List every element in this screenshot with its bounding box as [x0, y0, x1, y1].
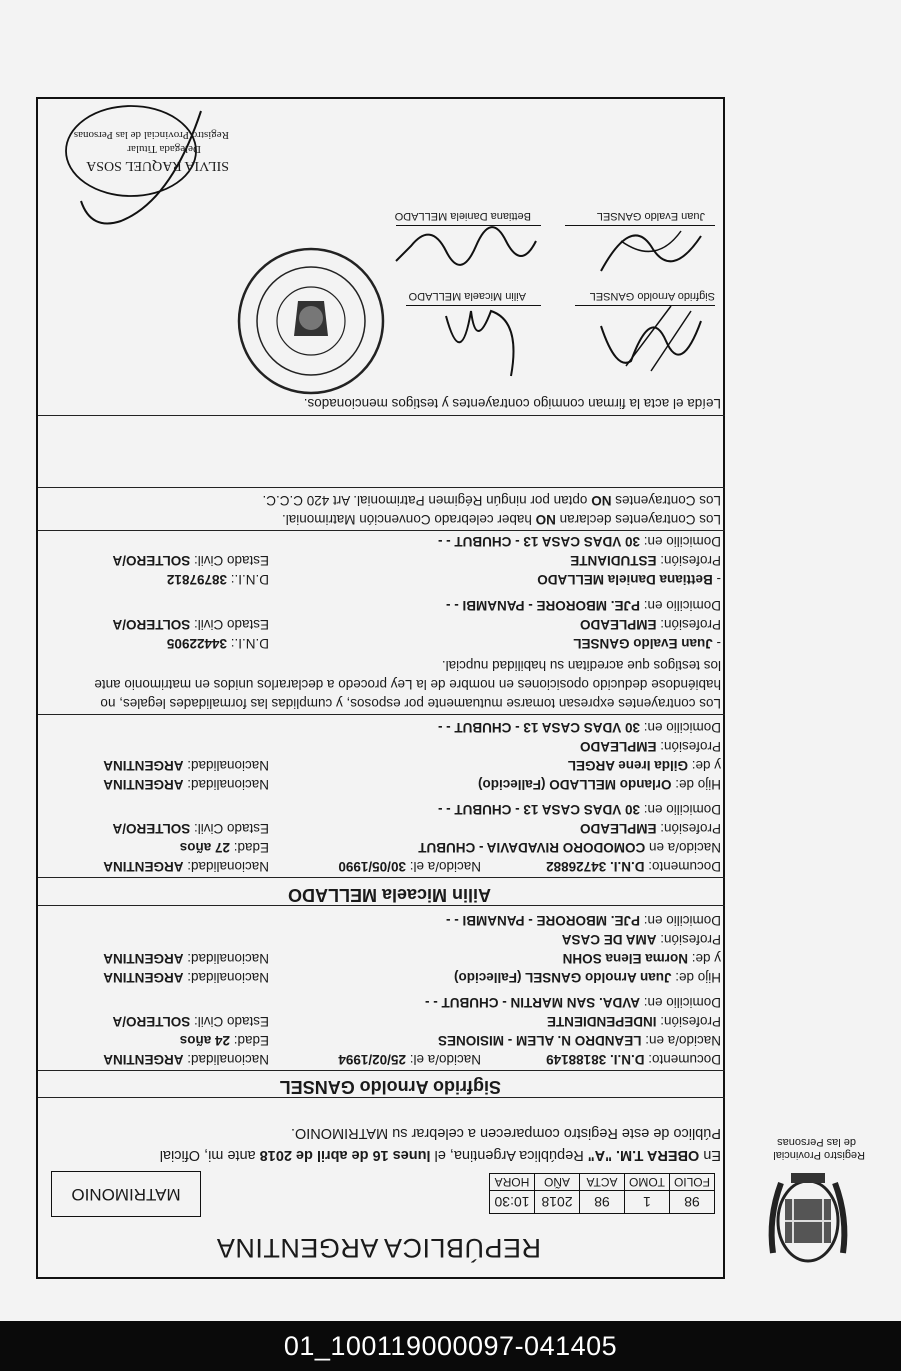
- acta-header: ACTA: [579, 1174, 624, 1191]
- province-logo: [763, 1163, 853, 1273]
- hour-header: HORA: [489, 1174, 534, 1191]
- intro-line-2: Público de este Registro comparecen a celebrar su MATRIMONIO.: [290, 1125, 721, 1141]
- spouse2-age: Edad: 27 años: [179, 840, 269, 855]
- spouse2-nationality: Nacionalidad: ARGENTINA: [103, 859, 269, 874]
- year-header: AÑO: [534, 1174, 579, 1191]
- signature-sigfrido: [591, 301, 711, 381]
- logo-caption-1: Registro Provincial: [773, 1149, 865, 1161]
- witness2-civil-status: Estado Civil: SOLTERO/A: [112, 553, 269, 568]
- spouse2-father: Hijo de: Orlando MELLADO (Fallecido): [477, 777, 721, 792]
- witness2-address: Domicilio en: 30 VDAS CASA 13 - CHUBUT - -: [437, 534, 721, 549]
- spouse2-civil-status: Estado Civil: SOLTERO/A: [112, 821, 269, 836]
- spouse1-age: Edad: 24 años: [179, 1033, 269, 1048]
- regime-line-1: Los Contrayentes declaran NO haber celebrado Convención Matrimonial.: [282, 512, 721, 527]
- witness1-profession: Profesión: EMPLEADO: [579, 617, 721, 632]
- signature-label-4: Bettiana Daniela MELLADO: [394, 210, 531, 222]
- witness1-dni: D.N.I.: 34422905: [166, 636, 269, 651]
- witness2-dni: D.N.I.: 38797812: [166, 572, 269, 587]
- witness1-address: Domicilio en: PJE. MBORORE - PANAMBI - -: [445, 598, 721, 613]
- intro-line-1: En OBERA T.M. "A" República Argentina, el lunes 16 de abril de 2018 ante mi, Oficial: [159, 1147, 721, 1163]
- spouse1-mother-address: Domicilio en: PJE. MBORORE - PANAMBI - -: [445, 913, 721, 928]
- signature-juan: [591, 216, 711, 286]
- spouse1-profession: Profesión: INDEPENDIENTE: [546, 1014, 721, 1029]
- witness1-civil-status: Estado Civil: SOLTERO/A: [112, 617, 269, 632]
- document-type-box: MATRIMONIO: [51, 1171, 201, 1217]
- officer-name: SILVIA RAQUEL SOSA: [86, 158, 229, 173]
- scan-footer-id: 01_100119000097-041405: [0, 1321, 901, 1371]
- spouse2-father-nationality: Nacionalidad: ARGENTINA: [103, 777, 269, 792]
- signature-ailin: [421, 301, 531, 381]
- spouse2-address: Domicilio en: 30 VDAS CASA 13 - CHUBUT - -: [437, 802, 721, 817]
- tomo-header: TOMO: [624, 1174, 669, 1191]
- officer-org: Registro Provincial de las Personas: [73, 129, 229, 141]
- spouse2-mother-nationality: Nacionalidad: ARGENTINA: [103, 758, 269, 773]
- spouse1-nationality: Nacionalidad: ARGENTINA: [103, 1052, 269, 1067]
- country-title: REPÚBLICA ARGENTINA: [216, 1233, 541, 1263]
- vows-line-1: Los contrayentes expresan tomarse mutuamente por esposos, y cumplidas las formalidades legales, no: [100, 696, 721, 711]
- spouse1-birthplace: Nacido/a en: LEANDRO N. ALEM - MISIONES: [437, 1033, 721, 1048]
- spouse2-mother: y de: Gilda Irene ARGEL: [567, 758, 721, 773]
- vows-line-3: los testigos que acreditan su habilidad nupcial.: [441, 658, 721, 673]
- spouse2-birthplace: Nacido/a en COMODORO RIVADAVIA - CHUBUT: [418, 840, 721, 855]
- spouse2-profession: Profesión: EMPLEADO: [579, 821, 721, 836]
- hour-value: 10:30: [489, 1191, 534, 1214]
- signature-bettiana: [391, 221, 541, 281]
- signature-label-3: Juan Evaldo GANSEL: [596, 210, 705, 222]
- spouse1-father-nationality: Nacionalidad: ARGENTINA: [103, 970, 269, 985]
- spouse1-mother-nationality: Nacionalidad: ARGENTINA: [103, 951, 269, 966]
- regime-line-2: Los Contrayentes NO optan por ningún Régimen Patrimonial. Art 420 C.C.C.: [262, 493, 721, 508]
- official-seal: [236, 246, 386, 396]
- spouse1-mother-profession: Profesión: AMA DE CASA: [561, 932, 721, 947]
- witness1-name: - Juan Evaldo GANSEL: [573, 636, 721, 651]
- folio-header: FOLIO: [669, 1174, 714, 1191]
- witness2-name: - Bettiana Daniela MELLADO: [537, 572, 721, 587]
- closing-statement: Leída el acta la firman conmigo contrayentes y testigos mencionados.: [303, 396, 721, 411]
- vows-line-2: habiéndose deducido oposiciones en nombre de la Ley procedo a declararlos unidos en matrimonio ante: [94, 677, 721, 692]
- spouse2-name: Ailin Micaela MELLADO: [287, 885, 491, 905]
- year-value: 2018: [534, 1191, 579, 1214]
- spouse1-father: Hijo de: Juan Arnoldo GANSEL (Fallecido): [453, 970, 721, 985]
- spouse2-birthdate: Nacido/a el: 30/05/1990: [338, 859, 481, 874]
- officer-role: Delegada Titular: [127, 143, 201, 155]
- spouse1-address: Domicilio en: AVDA. SAN MARTIN - CHUBUT - -: [424, 995, 721, 1010]
- spouse1-civil-status: Estado Civil: SOLTERO/A: [112, 1014, 269, 1029]
- logo-caption-2: de las Personas: [777, 1136, 856, 1148]
- signature-label-2: Ailin Micaela MELLADO: [408, 290, 526, 302]
- folio-value: 98: [669, 1191, 714, 1214]
- registry-table: [489, 1173, 715, 1214]
- witness2-profession: Profesión: ESTUDIANTE: [570, 553, 721, 568]
- spouse2-mother-address: Domicilio en: 30 VDAS CASA 13 - CHUBUT - -: [437, 720, 721, 735]
- acta-value: 98: [579, 1191, 624, 1214]
- spouse1-name: Sigfrido Arnoldo GANSEL: [279, 1077, 501, 1097]
- spouse2-document: Documento: D.N.I. 34726882: [546, 859, 721, 874]
- spouse1-mother: y de: Norma Elena SOHN: [562, 951, 721, 966]
- spouse1-birthdate: Nacido/a el: 25/02/1994: [338, 1052, 481, 1067]
- tomo-value: 1: [624, 1191, 669, 1214]
- spouse1-document: Documento: D.N.I. 38188149: [546, 1052, 721, 1067]
- signature-label-1: Sigfrido Arnoldo GANSEL: [589, 290, 715, 302]
- spouse2-mother-profession: Profesión: EMPLEADO: [579, 739, 721, 754]
